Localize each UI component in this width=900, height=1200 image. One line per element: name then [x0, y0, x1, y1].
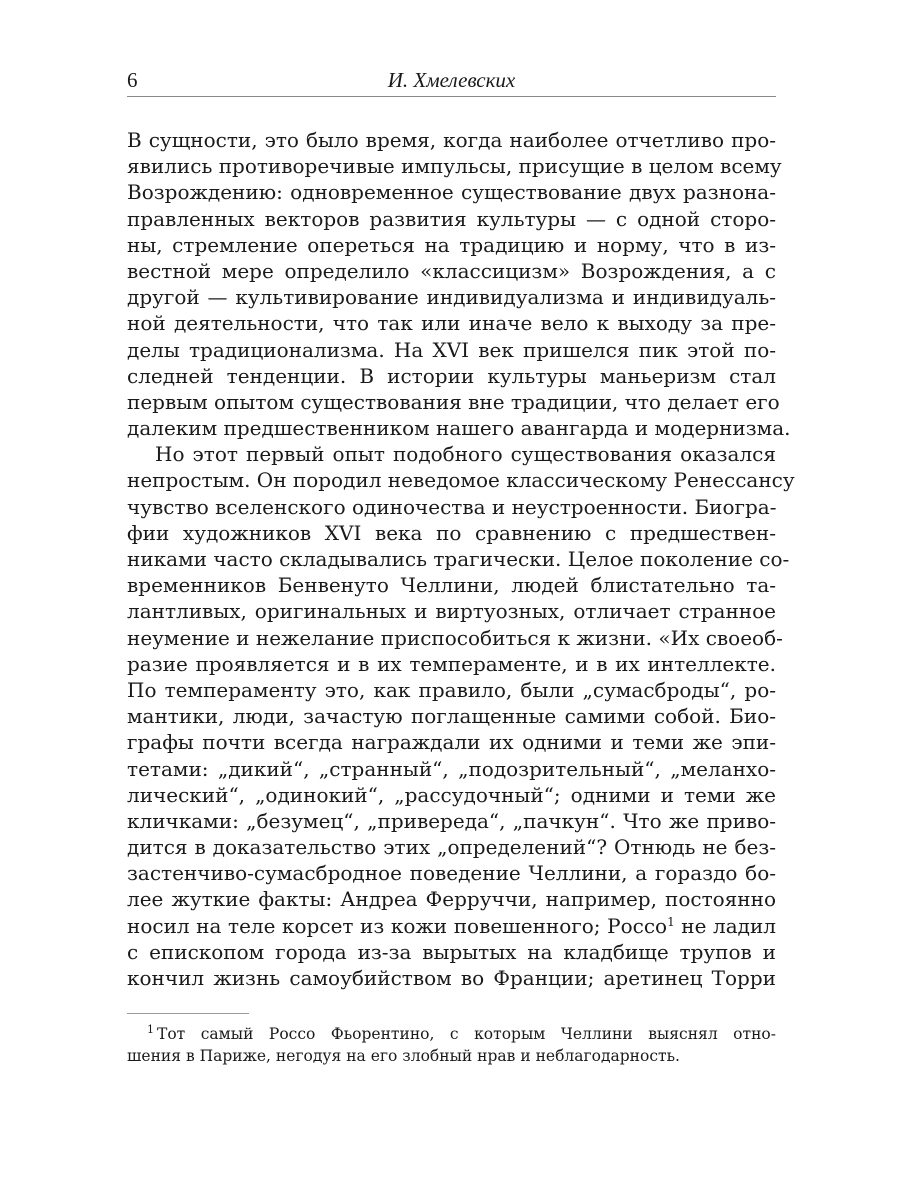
text-line: По темпераменту это, как правило, были „сумасброды“, ро- — [127, 677, 776, 702]
text-line: первым опытом существования вне традиции, что делает его — [127, 389, 780, 414]
text-line: мантики, люди, зачастую поглащенные самими собой. Био- — [127, 704, 776, 729]
footnote-text: Тот самый Россо Фьорентино, с которым Челлини выяснял отно- — [157, 1025, 776, 1043]
text-line: далеким предшественником нашего авангарда и модернизма. — [127, 416, 791, 441]
page-header — [127, 66, 776, 97]
text-line: другой — культивирование индивидуализма и индивидуаль- — [127, 285, 776, 310]
text-line: кличками: „безумец“, „привереда“, „пачкун“. Что же приво- — [127, 808, 776, 833]
text-line-end: не ладил — [674, 913, 776, 938]
text-line: дится в доказательство этих „определений“? Отнюдь не без- — [127, 835, 776, 860]
text-line: Возрождению: одновременное существование двух разнона- — [127, 180, 776, 205]
text-line: застенчиво-сумасбродное поведение Челлини, а гораздо бо- — [127, 861, 776, 886]
footnote-reference[interactable]: 1 — [667, 914, 675, 929]
text-line: вестной мере определило «классицизм» Возрождения, а с — [127, 258, 776, 283]
text-line-start: носил на теле корсет из кожи повешенного; Россо — [127, 913, 668, 938]
text-line: делы традиционализма. На XVI век пришелся пик этой по- — [127, 337, 776, 362]
text-line: следней тенденции. В истории культуры маньеризм стал — [127, 363, 776, 388]
text-line: никами часто складывались трагически. Целое поколение со- — [127, 547, 790, 571]
footnotes — [127, 1024, 776, 1067]
text-line: явились противоречивые импульсы, присущие в целом всему — [127, 154, 782, 179]
text-line: лантливых, оригинальных и виртуозных, отличает странное — [127, 599, 776, 624]
text-line: Но этот первый опыт подобного существования оказался — [155, 442, 776, 467]
text-line: неумение и нежелание приспособиться к жизни. «Их своеоб- — [127, 625, 783, 650]
text-line-with-footnote-ref — [127, 913, 776, 939]
text-line: ной деятельности, что так или иначе вело к выходу за пре- — [127, 311, 776, 336]
text-line: кончил жизнь самоубийством во Франции; аретинец Торри — [127, 966, 776, 990]
text-line: разие проявляется и в их темпераменте, и в их интеллекте. — [127, 651, 776, 676]
text-line: ны, стремление опереться на традицию и норму, что в из- — [127, 232, 776, 257]
text-line: правленных векторов развития культуры — с одной сторо- — [127, 206, 776, 231]
main-text — [127, 127, 795, 991]
page-number: 6 — [127, 68, 138, 92]
running-head-author: И. Хмелевских — [387, 68, 516, 92]
text-line: лее жуткие факты: Андреа Ферруччи, например, постоянно — [127, 887, 776, 912]
text-line: с епископом города из-за вырытых на кладбище трупов и — [127, 939, 776, 964]
text-line: фии художников XVI века по сравнению с предшествен- — [127, 520, 776, 545]
footnote-line: шения в Париже, негодуя на его злобный нрав и неблагодарность. — [127, 1046, 680, 1065]
footnote-marker: 1 — [147, 1023, 154, 1036]
text-line: временников Бенвенуто Челлини, людей блистательно та- — [127, 573, 776, 598]
text-line: лический“, „одинокий“, „рассудочный“; одними и теми же — [127, 782, 776, 807]
text-line: чувство вселенского одиночества и неустроенности. Биогра- — [127, 494, 777, 519]
footnote-separator — [127, 1013, 249, 1014]
text-line: тетами: „дикий“, „странный“, „подозрительный“, „меланхо- — [127, 756, 776, 781]
text-line: непростым. Он породил неведомое классическому Ренессансу — [127, 468, 795, 493]
footnote-line — [127, 1024, 776, 1046]
text-line: В сущности, это было время, когда наиболее отчетливо про- — [127, 128, 776, 152]
text-line: графы почти всегда награждали их одними и теми же эпи- — [127, 730, 776, 755]
